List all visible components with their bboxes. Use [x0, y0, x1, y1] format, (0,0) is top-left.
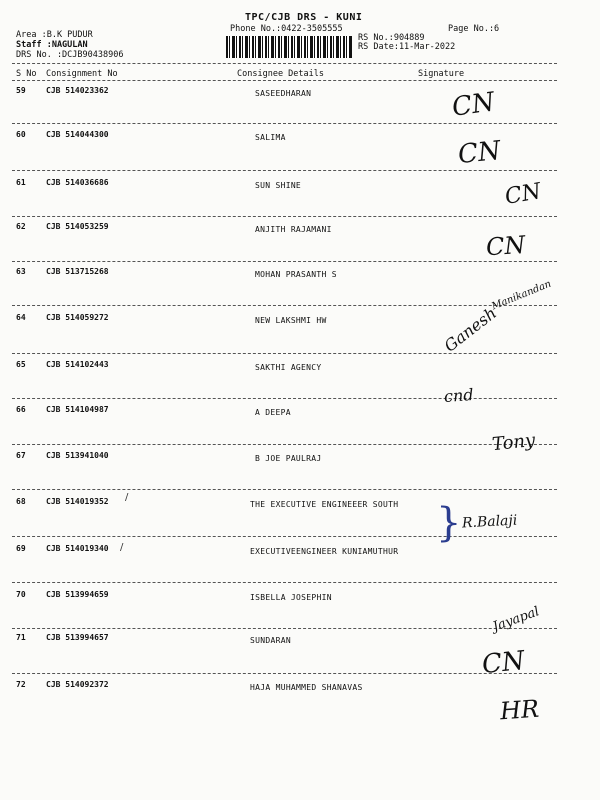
row-consignment-number: CJB 514019352	[46, 497, 109, 506]
row-serial-number: 72	[16, 680, 26, 689]
row-divider	[12, 216, 557, 217]
row-divider	[12, 353, 557, 354]
signature-row-62: CN	[485, 230, 527, 262]
row-consignee-name: A DEEPA	[255, 408, 291, 417]
row-consignee-name: ANJITH RAJAMANI	[255, 225, 332, 234]
row-divider	[12, 444, 557, 445]
row-consignee-name: ISBELLA JOSEPHIN	[250, 593, 332, 602]
area-label: Area :B.K PUDUR	[16, 30, 93, 40]
row-consignee-name: NEW LAKSHMI HW	[255, 316, 327, 325]
bracket-mark: }	[436, 500, 462, 546]
column-header-divider	[12, 80, 557, 81]
row-serial-number: 68	[16, 497, 26, 506]
drs-number: DRS No. :DCJB90438906	[16, 50, 124, 60]
signature-row-71: Jayapal	[490, 604, 542, 635]
row-consignee-name: SASEEDHARAN	[255, 89, 312, 98]
staff-label: Staff :NAGULAN	[16, 40, 88, 50]
row-consignee-name: THE EXECUTIVE ENGINEEER SOUTH	[250, 500, 399, 509]
row-divider	[12, 305, 557, 306]
tick-mark: /	[125, 492, 129, 503]
page-number: Page No.:6	[448, 24, 500, 34]
row-serial-number: 65	[16, 360, 26, 369]
row-serial-number: 66	[16, 405, 26, 414]
row-divider	[12, 536, 557, 537]
signature-row-66: cnd	[443, 384, 475, 407]
document-title: TPC/CJB DRS - KUNI	[245, 12, 363, 23]
row-consignment-number: CJB 514023362	[46, 86, 109, 95]
row-serial-number: 64	[16, 313, 26, 322]
row-serial-number: 60	[16, 130, 26, 139]
row-consignment-number: CJB 514036686	[46, 178, 109, 187]
row-serial-number: 70	[16, 590, 26, 599]
row-consignment-number: CJB 514102443	[46, 360, 109, 369]
row-divider	[12, 628, 557, 629]
row-consignee-name: EXECUTIVEENGINEER KUNIAMUTHUR	[250, 547, 399, 556]
signature-row-71-cn: CN	[480, 645, 527, 681]
column-header-consignee: Consignee Details	[237, 69, 324, 79]
row-consignment-number: CJB 513715268	[46, 267, 109, 276]
row-divider	[12, 582, 557, 583]
row-consignment-number: CJB 514104987	[46, 405, 109, 414]
row-divider	[12, 170, 557, 171]
column-header-sno: S No	[16, 69, 37, 79]
row-consignment-number: CJB 514053259	[46, 222, 109, 231]
row-divider	[12, 489, 557, 490]
row-consignee-name: MOHAN PRASANTH S	[255, 270, 337, 279]
row-divider	[12, 123, 557, 124]
signature-row-60: CN	[456, 135, 503, 171]
barcode-image	[226, 36, 352, 58]
tick-mark: /	[120, 542, 124, 553]
row-consignment-number: CJB 513994659	[46, 590, 109, 599]
header-divider	[12, 63, 557, 64]
signature-row-68-69: R.Balaji	[461, 512, 518, 532]
column-header-signature: Signature	[418, 69, 465, 79]
rs-date: RS Date:11-Mar-2022	[358, 42, 456, 52]
signature-row-72: HR	[499, 694, 540, 726]
row-divider	[12, 673, 557, 674]
row-consignment-number: CJB 514059272	[46, 313, 109, 322]
row-consignee-name: B JOE PAULRAJ	[255, 454, 322, 463]
row-serial-number: 71	[16, 633, 26, 642]
signature-row-63: Manikandan	[490, 278, 553, 313]
row-consignment-number: CJB 513994657	[46, 633, 109, 642]
row-serial-number: 67	[16, 451, 26, 460]
column-header-consignment: Consignment No	[46, 69, 118, 79]
row-serial-number: 63	[16, 267, 26, 276]
row-consignee-name: SALIMA	[255, 133, 286, 142]
row-serial-number: 62	[16, 222, 26, 231]
row-consignee-name: SUNDARAN	[250, 636, 291, 645]
row-consignment-number: CJB 514044300	[46, 130, 109, 139]
row-serial-number: 61	[16, 178, 26, 187]
rs-number: RS No.:904889	[358, 33, 425, 43]
row-consignment-number: CJB 514092372	[46, 680, 109, 689]
row-consignee-name: SAKTHI AGENCY	[255, 363, 322, 372]
signature-row-61: CN	[503, 179, 543, 210]
row-divider	[12, 261, 557, 262]
row-consignee-name: SUN SHINE	[255, 181, 302, 190]
signature-row-59: CN	[450, 87, 497, 123]
row-consignment-number: CJB 513941040	[46, 451, 109, 460]
signature-row-64: Ganesh	[440, 303, 501, 356]
row-consignment-number: CJB 514019340	[46, 544, 109, 553]
row-serial-number: 69	[16, 544, 26, 553]
signature-row-67: Tony	[491, 429, 537, 456]
row-serial-number: 59	[16, 86, 26, 95]
row-divider	[12, 398, 557, 399]
phone-number: Phone No.:0422-3505555	[230, 24, 343, 34]
row-consignee-name: HAJA MUHAMMED SHANAVAS	[250, 683, 363, 692]
